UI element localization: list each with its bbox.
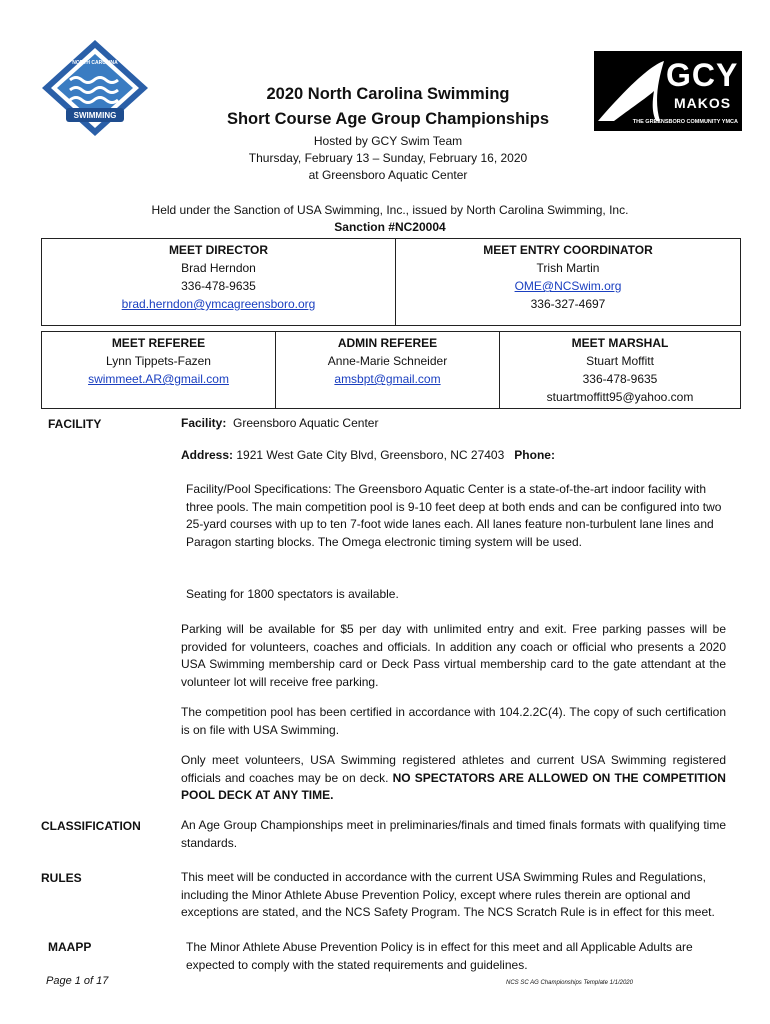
facility-key: Facility: (181, 416, 227, 430)
facility-value: Greensboro Aquatic Center (233, 416, 379, 430)
gcy-logo-tagline: THE GREENSBORO COMMUNITY YMCA (632, 119, 738, 125)
entry-coordinator-email[interactable]: OME@NCSwim.org (514, 279, 622, 293)
hosted-by: Hosted by GCY Swim Team (313, 134, 463, 148)
rules-text: This meet will be conducted in accordance with the current USA Swimming Rules and Regulations, including the Minor Athlete Abuse Prevention Policy, except where rules therein are optional and exceptions are stated, and the NCS Safety Program. The NCS Scratch Rule is in effect for this meet. (181, 870, 715, 919)
entry-coordinator-phone: 336-327-4697 (530, 297, 606, 311)
sanction-number: Sanction #NC20004 (334, 220, 446, 234)
meet-referee-title: MEET REFEREE (111, 336, 206, 350)
maapp-text: The Minor Athlete Abuse Prevention Policy is in effect for this meet and all Applicable Adults are expected to comply with the stated requirements and guidelines. (186, 940, 693, 972)
nc-swimming-logo (40, 38, 150, 138)
maapp-label: MAAPP (48, 940, 92, 954)
admin-referee-email[interactable]: amsbpt@gmail.com (334, 372, 441, 386)
page-title-line1: 2020 North Carolina Swimming (266, 85, 510, 103)
facility-name-line (181, 415, 731, 433)
nc-logo-top-text: NORTH CAROLINA (72, 60, 118, 66)
template-note: NCS SC AG Championships Template 1/1/2020 (506, 980, 633, 986)
parking-info: Parking will be available for $5 per day with unlimited entry and exit. Free parking passes will be provided for volunteers, coaches and officials. In addition any coach or official who presents a 2020 USA Swimming membership card or Deck Pass virtual membership card to the gate attendant at the volunteer lot will receive free parking. (181, 622, 726, 689)
page-title-line2: Short Course Age Group Championships (226, 110, 550, 128)
facility-address-line (181, 447, 731, 465)
meet-marshal-title: MEET MARSHAL (571, 336, 669, 350)
sanction-text: Held under the Sanction of USA Swimming, Inc., issued by North Carolina Swimming, Inc. (151, 203, 629, 217)
meet-director-phone: 336-478-9635 (181, 279, 256, 293)
meet-marshal-cell (500, 332, 741, 409)
admin-referee-name: Anne-Marie Schneider (327, 354, 448, 368)
deck-access-text: Only meet volunteers, USA Swimming registered athletes and current USA Swimming registered officials and coaches may be on deck. (181, 753, 726, 785)
meet-director-title: MEET DIRECTOR (168, 243, 269, 257)
admin-referee-title: ADMIN REFEREE (337, 336, 438, 350)
meet-marshal-email: stuartmoffitt95@yahoo.com (546, 390, 694, 404)
admin-referee-cell (276, 332, 500, 409)
classification-text: An Age Group Championships meet in preliminaries/finals and timed finals formats with qualifying time standards. (181, 818, 726, 850)
gcy-logo-makos: MAKOS (674, 95, 732, 111)
facility-label: FACILITY (48, 417, 102, 431)
certification-info: The competition pool has been certified in accordance with 104.2.2C(4). The copy of such certification is on file with USA Swimming. (181, 705, 726, 737)
deck-access-info (181, 752, 726, 805)
pool-specifications: Facility/Pool Specifications: The Greensboro Aquatic Center is a state-of-the-art indoor facility with three pools. The main competition pool is 9-10 feet deep at both ends and can be configured into two 25-yard courses with up to ten 7-foot wide lanes each. All lanes feature non-turbulent lane lines and Paragon starting blocks. The Omega electronic timing system will be used. (186, 482, 722, 549)
address-value: 1921 West Gate City Blvd, Greensboro, NC 27403 (236, 448, 505, 462)
meet-referee-email[interactable]: swimmeet.AR@gmail.com (88, 372, 229, 386)
classification-label: CLASSIFICATION (41, 819, 141, 833)
meet-marshal-phone: 336-478-9635 (582, 372, 658, 386)
meet-location: at Greensboro Aquatic Center (308, 168, 468, 182)
entry-coordinator-title: MEET ENTRY COORDINATOR (483, 243, 653, 257)
address-key: Address: (181, 448, 234, 462)
meet-referee-cell (42, 332, 276, 409)
meet-director-name: Brad Herndon (181, 261, 256, 275)
meet-director-cell (42, 239, 396, 326)
meet-marshal-name: Stuart Moffitt (586, 354, 654, 368)
phone-key: Phone: (514, 448, 555, 462)
entry-coordinator-name: Trish Martin (536, 261, 600, 275)
nc-logo-bottom-text: SWIMMING (73, 111, 117, 120)
no-spectators-notice: NO SPECTATORS ARE ALLOWED ON THE COMPETITION POOL DECK AT ANY TIME. (181, 770, 726, 802)
entry-coordinator-cell (396, 239, 741, 326)
meet-dates: Thursday, February 13 – Sunday, February 16, 2020 (248, 151, 528, 165)
meet-referee-name: Lynn Tippets-Fazen (106, 354, 211, 368)
gcy-makos-logo (594, 51, 742, 131)
gcy-logo-big: GCY (666, 57, 739, 93)
meet-director-email[interactable]: brad.herndon@ymcagreensboro.org (121, 297, 316, 311)
rules-label: RULES (41, 871, 82, 885)
page-number: Page 1 of 17 (46, 975, 109, 987)
seating-info: Seating for 1800 spectators is available. (186, 587, 399, 601)
staff-table-bottom (41, 331, 741, 409)
staff-table-top (41, 238, 741, 326)
